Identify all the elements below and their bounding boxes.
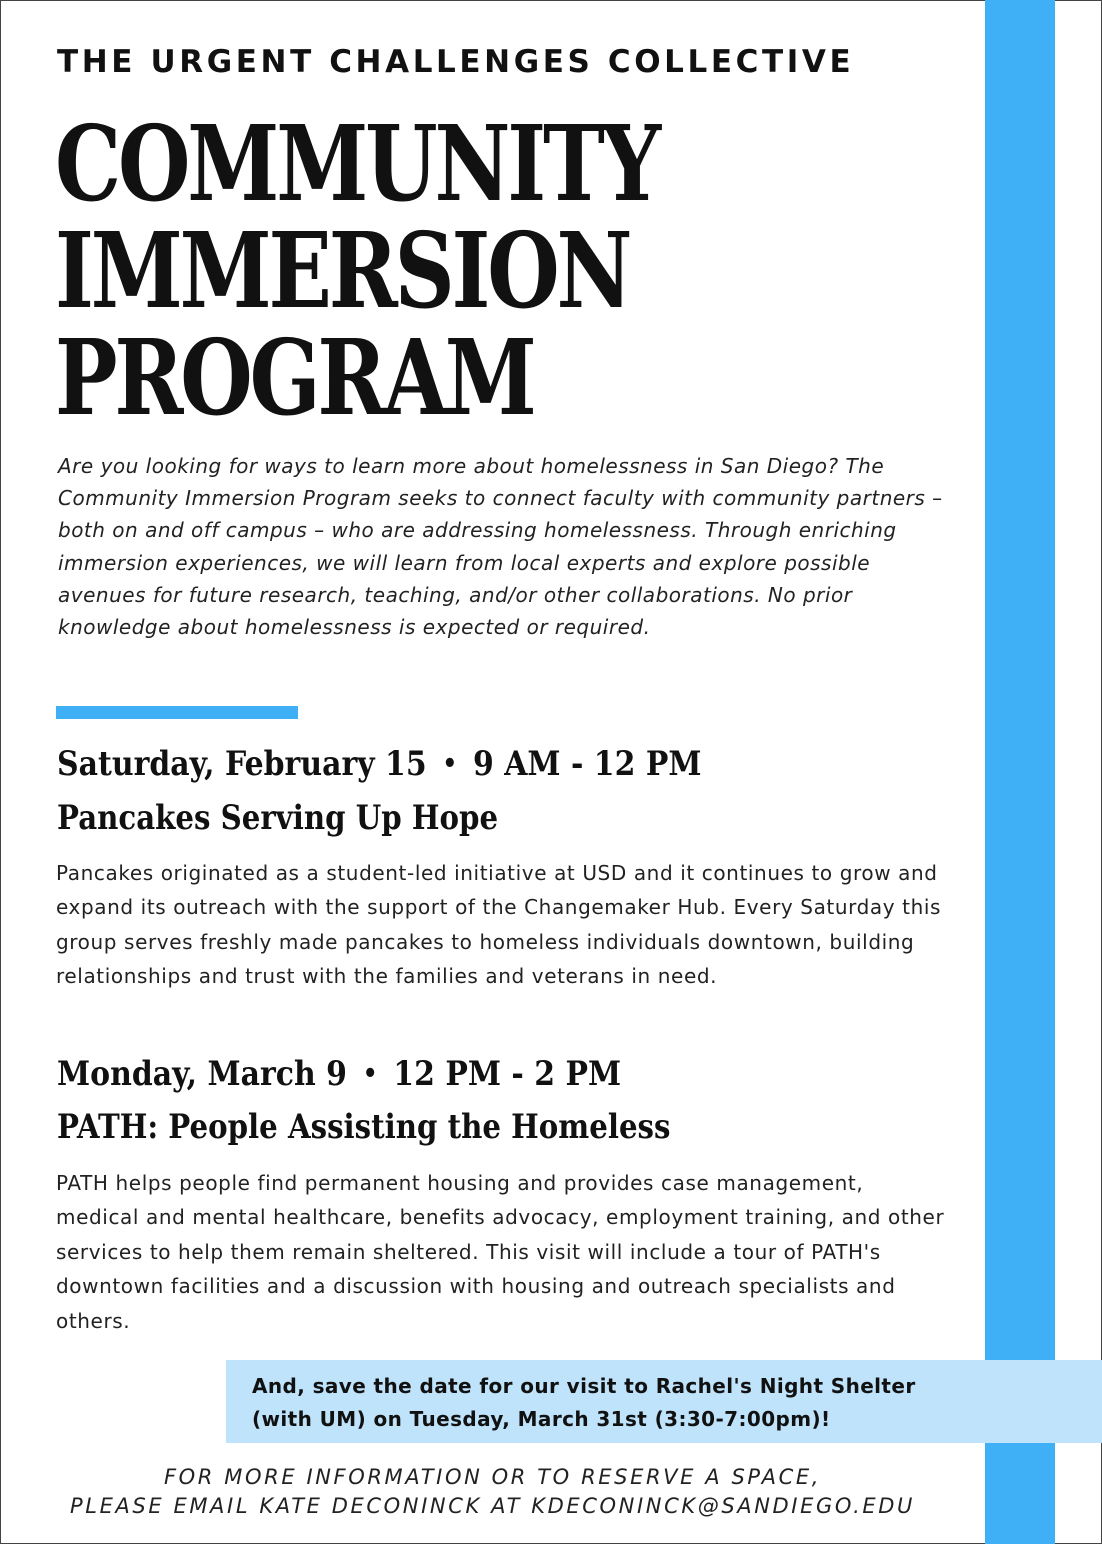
event-1-datetime (57, 744, 701, 784)
intro-paragraph: Are you looking for ways to learn more about homelessness in San Diego? The Community Immersion Program seeks to connect faculty with community partners – both on and off campus – who are addressing homelessness. Through enriching immersion experiences, we will learn from local experts and explore possible avenues for future research, teaching, and/or other collaborations. No prior knowledge about homelessness is expected or required. (58, 454, 943, 640)
event-2-description: PATH helps people find permanent housing and provides case management, medical and mental healthcare, benefits advocacy, employment training, and other services to help them remain sheltered. This visit will include a tour of PATH's downtown facilities and a discussion with housing and outreach specialists and others. (56, 1171, 945, 1333)
event-1-time: 9 AM - 12 PM (472, 744, 702, 784)
title-line-3: PROGRAM (55, 316, 534, 439)
save-the-date-box (226, 1360, 1102, 1443)
event-1-title: Pancakes Serving Up Hope (57, 798, 499, 838)
footer-line-1: FOR MORE INFORMATION OR TO RESERVE A SPACE, (164, 1465, 821, 1489)
contact-footer (0, 1463, 985, 1521)
organization-name: THE URGENT CHALLENGES COLLECTIVE (57, 44, 855, 80)
title-line-1: COMMUNITY (55, 102, 658, 225)
event-2-time: 12 PM - 2 PM (393, 1054, 622, 1094)
save-the-date-text: And, save the date for our visit to Rachel's Night Shelter (with UM) on Tuesday, March 31st (3:30-7:00pm)! (252, 1374, 916, 1431)
bullet-separator: • (362, 1059, 378, 1089)
bullet-separator: • (442, 749, 458, 779)
title-line-2: IMMERSION (55, 209, 630, 332)
footer-line-2: PLEASE EMAIL KATE DECONINCK AT KDECONINCK@SANDIEGO.EDU (70, 1494, 915, 1518)
event-2-date: Monday, March 9 (57, 1054, 347, 1094)
program-title (55, 102, 658, 439)
right-accent-stripe (985, 0, 1055, 1544)
event-2-title: PATH: People Assisting the Homeless (57, 1107, 671, 1147)
section-divider-bar (56, 706, 298, 719)
event-1-date: Saturday, February 15 (57, 744, 427, 784)
event-2-datetime (57, 1054, 621, 1094)
event-1-description: Pancakes originated as a student-led initiative at USD and it continues to grow and expand its outreach with the support of the Changemaker Hub. Every Saturday this group serves freshly made pancakes to homeless individuals downtown, building relationships and trust with the families and veterans in need. (56, 861, 942, 989)
